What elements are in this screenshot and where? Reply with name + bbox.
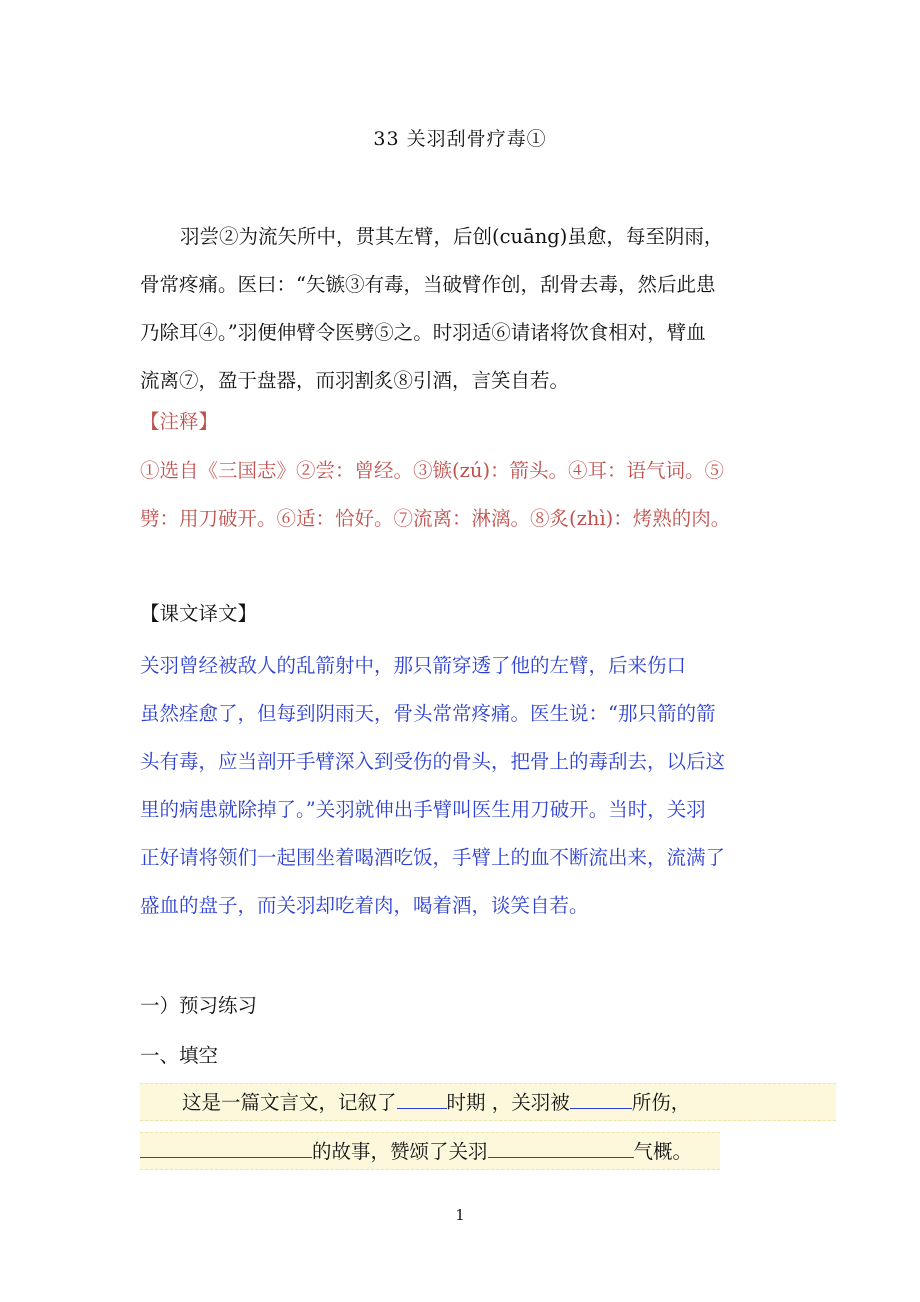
- fill-in-heading: 一、填空: [140, 1044, 219, 1067]
- original-text: [140, 213, 790, 405]
- translation-line: 头有毒，应当剖开手臂深入到受伤的骨头，把骨上的毒刮去，以后这: [140, 750, 726, 773]
- notes-line: ①选自《三国志》②尝：曾经。③镞(zú)：箭头。④耳：语气词。⑤: [140, 459, 725, 482]
- blank-story[interactable]: [140, 1133, 312, 1158]
- notes-heading: 【注释】: [140, 410, 219, 433]
- original-line: 羽尝②为流矢所中，贯其左臂，后创(cuāng)虽愈，每至阴雨，: [180, 225, 724, 248]
- original-line: 乃除耳④。”羽便伸臂令医劈⑤之。时羽适⑥请诸将饮食相对，臂血: [140, 321, 706, 344]
- page-title: 33 关羽刮骨疗毒①: [373, 128, 547, 150]
- fill-text: 的故事，赞颂了关羽: [312, 1140, 488, 1163]
- fill-text: 时期 ，关羽被: [446, 1091, 570, 1114]
- translation-line: 正好请将领们一起围坐着喝酒吃饭，手臂上的血不断流出来，流满了: [140, 846, 726, 869]
- notes-line: 劈：用刀破开。⑥适：恰好。⑦流离：淋漓。⑧炙(zhì)：烤熟的肉。: [140, 507, 731, 530]
- original-line: 骨常疼痛。医曰：“矢镞③有毒，当破臂作创，刮骨去毒，然后此患: [140, 273, 716, 296]
- exercise-section-heading: 一）预习练习: [140, 994, 258, 1017]
- translation-line: 盛血的盘子，而关羽却吃着肉，喝着酒，谈笑自若。: [140, 894, 589, 917]
- blank-injury-cause[interactable]: [570, 1084, 632, 1109]
- translation-line: 关羽曾经被敌人的乱箭射中，那只箭穿透了他的左臂，后来伤口: [140, 654, 687, 677]
- fill-text: 气概。: [633, 1140, 693, 1163]
- blank-spirit[interactable]: [488, 1133, 634, 1158]
- page-number: 1: [455, 1206, 465, 1224]
- fill-text: 这是一篇文言文，记叙了: [182, 1091, 397, 1114]
- translation-heading: 【课文译文】: [140, 602, 258, 625]
- notes-text: [140, 447, 800, 543]
- translation-line: 里的病患就除掉了。”关羽就伸出手臂叫医生用刀破开。当时，关羽: [140, 798, 706, 821]
- original-line: 流离⑦，盈于盘器，而羽割炙⑧引酒，言笑自若。: [140, 369, 570, 392]
- fill-text: 所伤，: [631, 1091, 691, 1114]
- blank-period[interactable]: [397, 1084, 447, 1109]
- fill-row-2: [140, 1133, 692, 1170]
- fill-row-1: [182, 1084, 690, 1121]
- translation-text: [140, 642, 800, 930]
- translation-line: 虽然痊愈了，但每到阴雨天，骨头常常疼痛。医生说：“那只箭的箭: [140, 702, 716, 725]
